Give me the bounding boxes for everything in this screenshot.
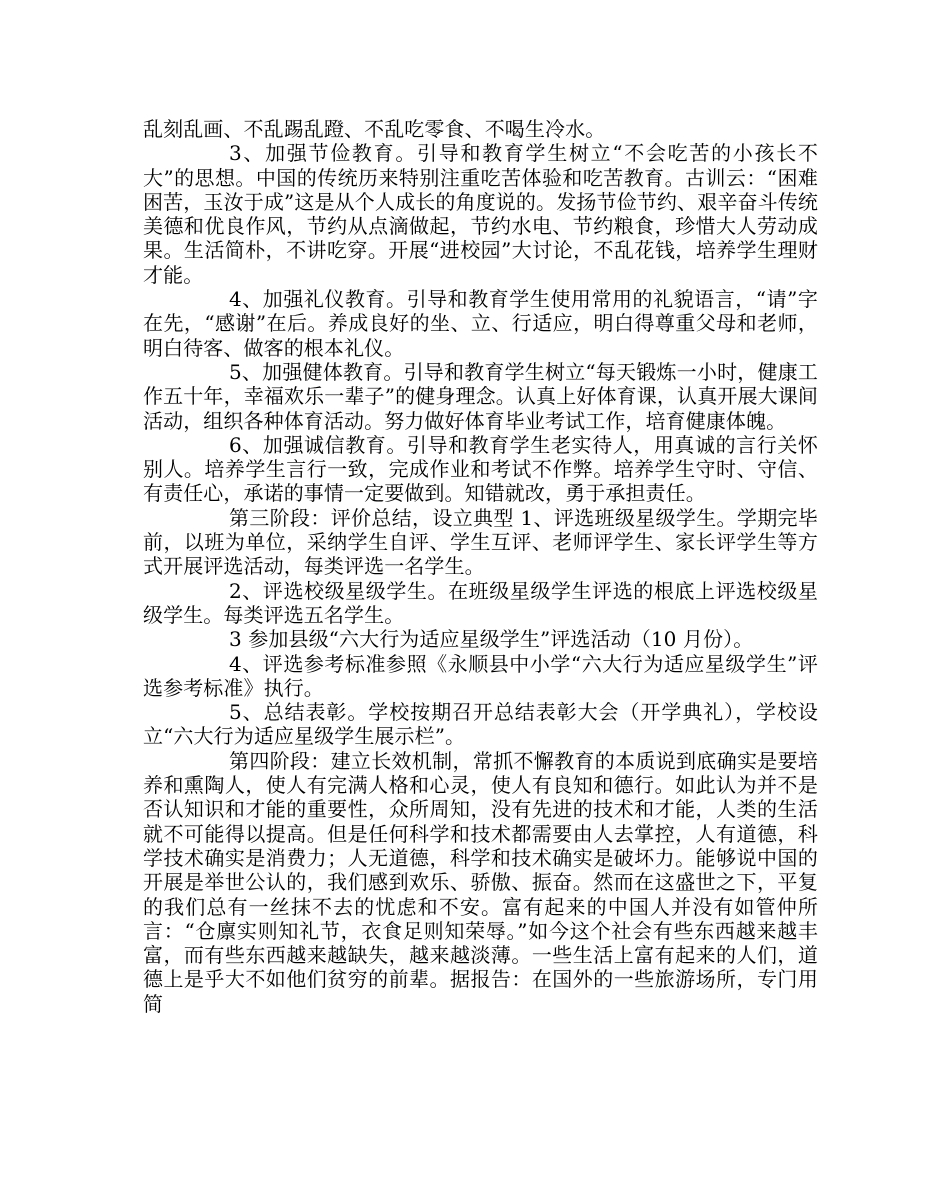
paragraph: 乱刻乱画、不乱踢乱蹬、不乱吃零食、不喝生冷水。 <box>143 117 606 141</box>
paragraph: 5、总结表彰。学校按期召开总结表彰大会（开学典礼），学校设立“六大行为适应星级学生展示栏”。 <box>143 700 818 749</box>
paragraph: 2、评选校级星级学生。在班级星级学生评选的根底上评选校级星级学生。每类评选五名学生。 <box>143 578 818 627</box>
paragraph: 5、加强健体教育。引导和教育学生树立“每天锻炼一小时，健康工作五十年，幸福欢乐一辈子”的健身理念。认真上好体育课，认真开展大课间活动，组织各种体育活动。努力做好体育毕业考试工作，培育健康体魄。 <box>143 359 818 433</box>
paragraph: 3 参加县级“六大行为适应星级学生”评选活动（10 月份）。 <box>229 627 754 652</box>
paragraph: 6、加强诚信教育。引导和教育学生老实待人，用真诚的言行关怀别人。培养学生言行一致，完成作业和考试不作弊。培养学生守时、守信、有责任心，承诺的事情一定要做到。知错就改，勇于承担责任。 <box>143 432 818 506</box>
paragraph: 4、加强礼仪教育。引导和教育学生使用常用的礼貌语言，“请”字在先，“感谢”在后。养成良好的坐、立、行适应，明白得尊重父母和老师，明白待客、做客的根本礼仪。 <box>143 287 818 360</box>
paragraph: 第三阶段：评价总结，设立典型 1、评选班级星级学生。学期完毕前，以班为单位，采纳学生自评、学生互评、老师评学生、家长评学生等方式开展评选活动，每类评选一名学生。 <box>143 505 818 579</box>
paragraph: 3、加强节俭教育。引导和教育学生树立“不会吃苦的小孩长不大”的思想。中国的传统历来特别注重吃苦体验和吃苦教育。古训云：“困难困苦，玉汝于成”这是从个人成长的角度说的。发扬节俭节约、艰辛奋斗传统美德和优良作风，节约从点滴做起，节约水电、节约粮食，珍惜大人劳动成果。生活简朴，不讲吃穿。开展“进校园”大讨论，不乱花钱，培养学生理财才能。 <box>143 141 818 287</box>
paragraph: 4、评选参考标准参照《永顺县中小学“六大行为适应星级学生”评选参考标准》执行。 <box>143 651 818 700</box>
document-page <box>143 117 818 1016</box>
paragraph: 第四阶段：建立长效机制，常抓不懈教育的本质说到底确实是要培养和熏陶人，使人有完满人格和心灵，使人有良知和德行。如此认为并不是否认知识和才能的重要性，众所周知，没有先进的技术和才能，人类的生活就不可能得以提高。但是任何科学和技术都需要由人去掌控，人有道德，科学技术确实是消费力；人无道德，科学和技术确实是破坏力。能够说中国的开展是举世公认的，我们感到欢乐、骄傲、振奋。然而在这盛世之下，平复的我们总有一丝抹不去的忧虑和不安。富有起来的中国人并没有如管仲所言：“仓廪实则知礼节，衣食足则知荣辱。”如今这个社会有些东西越来越丰富，而有些东西越来越缺失，越来越淡薄。一些生活上富有起来的人们，道德上是乎大不如他们贫穷的前辈。据报告：在国外的一些旅游场所，专门用简 <box>143 748 818 1016</box>
